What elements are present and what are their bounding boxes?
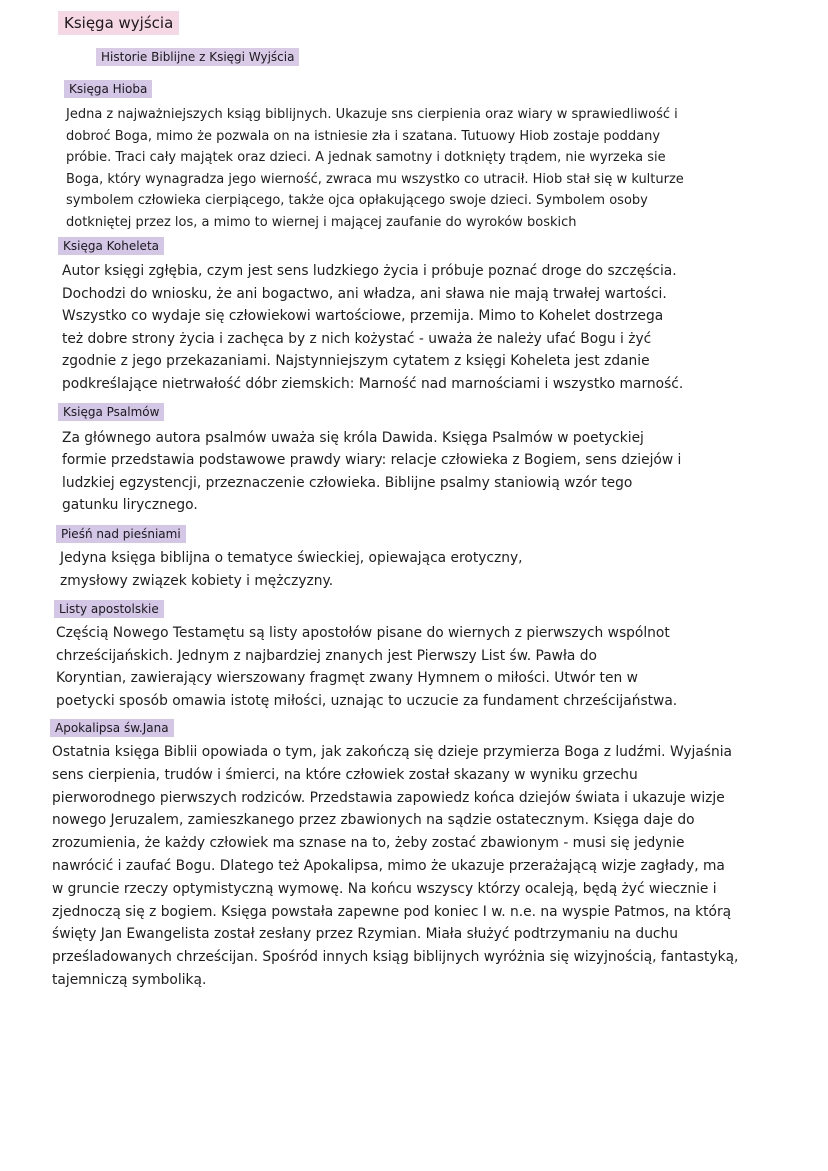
section-heading-kohelet: Księga Koheleta [58, 237, 164, 255]
section-heading-hiob: Księga Hioba [64, 80, 152, 98]
page-subtitle: Historie Biblijne z Księgi Wyjścia [96, 48, 299, 66]
section-text-listy: Częścią Nowego Testamętu są listy apostołów pisane do wiernych z pierwszych wspólnot chrześcijańskich. Jednym z najbardziej znanych jest Pierwszy List św. Pawła do Koryntian, zawierający wierszowany fragmęt zwany Hymnem o miłości. Utwór ten w poetycki sposób omawia istotę miłości, uznając to uczucie za fundament chrześcijaństwa. [56, 625, 678, 709]
page-title: Księga wyjścia [58, 11, 179, 35]
section-text-psalmy: Za głównego autora psalmów uważa się króla Dawida. Księga Psalmów w poetyckiej formie przedstawia podstawowe prawdy wiary: relacje człowieka z Bogiem, sens dziejów i ludzkiej egzystencji, przeznaczenie człowieka. Biblijne psalmy staniowią wzór tego gatunku lirycznego. [62, 430, 682, 513]
section-text-apokalipsa: Ostatnia księga Biblii opowiada o tym, jak zakończą się dzieje przymierza Boga z ludźmi. Wyjaśnia sens cierpienia, trudów i śmierci, na które człowiek został skazany w wyniku grzechu pierworodnego pierwszych rodziców. Przedstawia zapowiedz końca dziejów świata i ukazuje wizje nowego Jeruzalem, zamieszkanego przez zbawionych na sądzie ostatecznym. Księga daje do zrozumienia, że każdy człowiek ma sznase na to, żeby zostać zbawionym - musi się jedynie nawrócić i zaufać Bogu. Dlatego też Apokalipsa, mimo że ukazuje przerażającą wizje zagłady, ma w gruncie rzeczy optymistyczną wymowę. Na końcu wszyscy którzy ocaleją, będą żyć wiecznie i zjednoczą się z bogiem. Księga powstała zapewne pod koniec I w. n.e. na wyspie Patmos, na którą święty Jan Ewangelista został zesłany przez Rzymian. Miała służyć podtrzymaniu na duchu prześladowanych chrześcijan. Spośród innych ksiąg biblijnych wyróżnia się wizyjnością, fantastyką, tajemniczą symboliką. [52, 744, 739, 988]
section-text-piesn: Jedyna księga biblijna o tematyce świeckiej, opiewająca erotyczny, zmysłowy związek kobiety i mężczyzny. [60, 550, 523, 589]
section-heading-piesn: Pieśń nad pieśniami [56, 525, 186, 543]
section-heading-psalmy: Księga Psalmów [58, 403, 164, 421]
section-heading-listy: Listy apostolskie [54, 600, 164, 618]
section-heading-apokalipsa: Apokalipsa św.Jana [50, 719, 174, 737]
section-text-hiob: Jedna z najważniejszych ksiąg biblijnych. Ukazuje sns cierpienia oraz wiary w sprawiedliwość i dobroć Boga, mimo że pozwala on na istniesie zła i szatana. Tutuowy Hiob zostaje poddany próbie. Traci cały majątek oraz dzieci. A jednak samotny i dotknięty trądem, nie wyrzeka sie Boga, który wynagradza jego wierność, zwraca mu wszystko co utracił. Hiob stał się w kulturze symbolem człowieka cierpiącego, także ojca opłakującego swoje dzieci. Symbolem osoby dotkniętej przez los, a mimo to wiernej i mającej zaufanie do wyroków boskich [66, 107, 684, 230]
section-text-kohelet: Autor księgi zgłębia, czym jest sens ludzkiego życia i próbuje poznać droge do szczęścia. Dochodzi do wniosku, że ani bogactwo, ani władza, ani sława nie mają trwałej wartości. Wszystko co wydaje się człowiekowi wartościowe, przemija. Mimo to Kohelet dostrzega też dobre strony życia i zachęca by z nich kożystać - uważa że należy ufać Bogu i żyć zgodnie z jego przekazaniami. Najstynniejszym cytatem z księgi Koheleta jest zdanie podkreślające nietrwałość dóbr ziemskich: Marność nad marnościami i wszystko marność. [62, 263, 684, 392]
